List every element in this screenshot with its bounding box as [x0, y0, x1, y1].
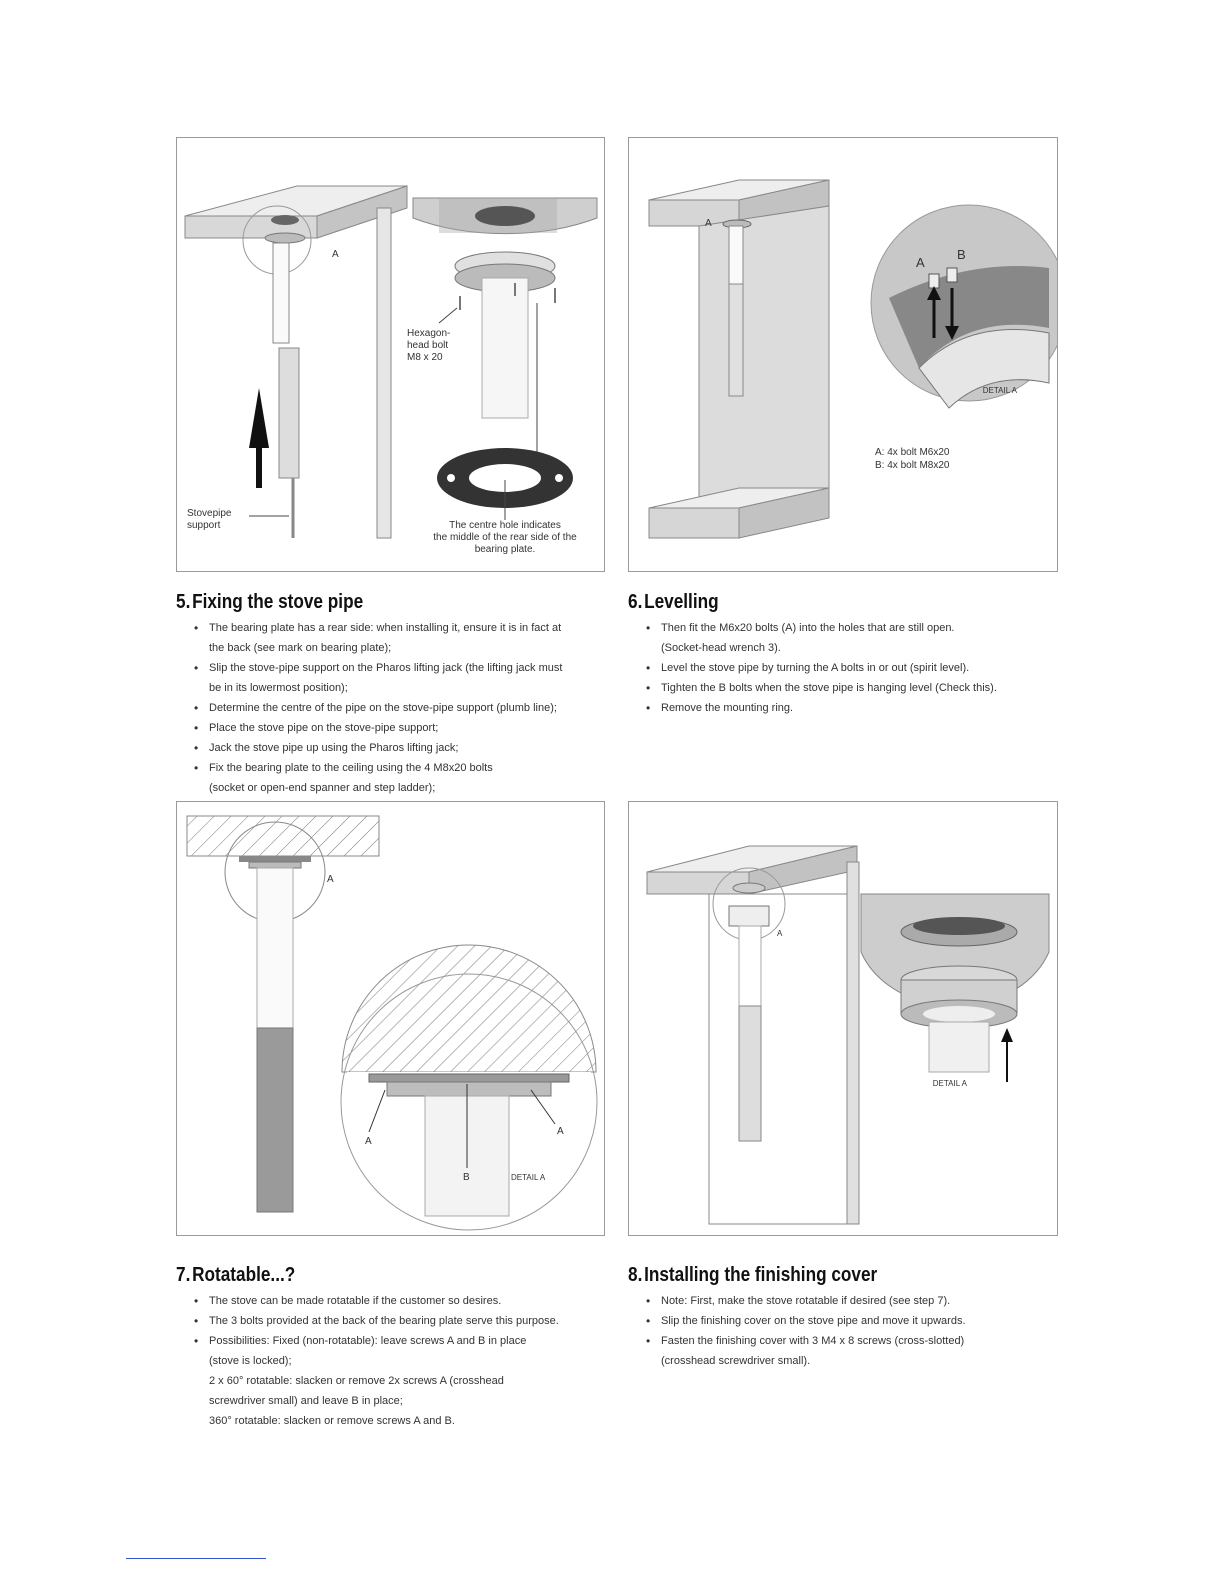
list-item [209, 1331, 606, 1431]
section-title [628, 590, 998, 614]
label-detail-a: DETAIL A [511, 1173, 546, 1182]
item-line: the back (see mark on bearing plate); [209, 642, 392, 654]
item-line: Slip the finishing cover on the stove pipe and move it upwards. [661, 1315, 966, 1327]
levelling-illustration [629, 138, 1057, 571]
label-hexagon-line2: head bolt [407, 340, 449, 351]
list-item [661, 618, 1058, 658]
list-item [209, 1291, 606, 1311]
finishing-cover-illustration [629, 802, 1057, 1235]
label-small-a: A [705, 218, 712, 229]
section-title [176, 590, 546, 614]
list-item [661, 1331, 1058, 1371]
item-line: (Socket-head wrench 3). [661, 642, 781, 654]
label-hexagon-line1: Hexagon- [407, 328, 451, 339]
illustration-panel-fixing [176, 137, 605, 572]
section-title-text: Levelling [644, 591, 719, 613]
section-number: 5. [176, 591, 191, 613]
list-item [661, 698, 1058, 718]
section-title [628, 1263, 998, 1287]
footer-divider [126, 1558, 266, 1559]
item-line: Remove the mounting ring. [661, 702, 794, 714]
item-line: Fix the bearing plate to the ceiling using the 4 M8x20 bolts [209, 762, 493, 774]
label-a-left: A [365, 1136, 372, 1147]
list-item [209, 658, 606, 698]
list-item [661, 678, 1058, 698]
label-stovepipe-line2: support [187, 520, 221, 531]
list-item [209, 618, 606, 658]
section-number: 8. [628, 1264, 643, 1286]
item-line: The 3 bolts provided at the back of the bearing plate serve this purpose. [209, 1315, 559, 1327]
section-title-text: Rotatable...? [192, 1264, 296, 1286]
step-list [176, 618, 606, 798]
list-item [661, 658, 1058, 678]
item-line: The stove can be made rotatable if the customer so desires. [209, 1295, 502, 1307]
item-line: Slip the stove-pipe support on the Pharos lifting jack (the lifting jack must [209, 662, 563, 674]
list-item [209, 758, 606, 798]
section-finishing-cover [628, 1263, 1058, 1371]
item-line: Level the stove pipe by turning the A bolts in or out (spirit level). [661, 662, 970, 674]
item-line: Determine the centre of the pipe on the stove-pipe support (plumb line); [209, 702, 557, 714]
item-line: Then fit the M6x20 bolts (A) into the holes that are still open. [661, 622, 955, 634]
section-number: 6. [628, 591, 643, 613]
item-line: 2 x 60° rotatable: slacken or remove 2x screws A (crosshead [209, 1375, 504, 1387]
item-line: The bearing plate has a rear side: when installing it, ensure it is in fact at [209, 622, 562, 634]
section-fixing-stove-pipe [176, 590, 606, 798]
step-list [628, 1291, 1058, 1371]
label-stovepipe-line1: Stovepipe [187, 508, 232, 519]
section-rotatable [176, 1263, 606, 1431]
item-line: screwdriver small) and leave B in place; [209, 1395, 403, 1407]
item-line: (socket or open-end spanner and step ladder); [209, 782, 436, 794]
illustration-panel-levelling [628, 137, 1058, 572]
section-title-text: Installing the finishing cover [644, 1264, 878, 1286]
label-a: A [332, 249, 339, 260]
label-centre-line1: The centre hole indicates [449, 520, 561, 531]
list-item [209, 1311, 606, 1331]
item-line: Possibilities: Fixed (non-rotatable): leave screws A and B in place [209, 1335, 527, 1347]
label-b: B [463, 1172, 470, 1183]
item-line: (crosshead screwdriver small). [661, 1355, 811, 1367]
item-line: be in its lowermost position); [209, 682, 348, 694]
illustration-panel-rotatable [176, 801, 605, 1236]
label-centre-line2: the middle of the rear side of the [433, 532, 577, 543]
illustration-panel-finishing-cover [628, 801, 1058, 1236]
label-hexagon-line3: M8 x 20 [407, 352, 443, 363]
label-a: A [777, 929, 783, 938]
item-line: Jack the stove pipe up using the Pharos lifting jack; [209, 742, 459, 754]
step-list [176, 1291, 606, 1431]
fixing-illustration [177, 138, 604, 571]
label-a: A [916, 255, 925, 270]
label-a-top: A [327, 874, 334, 885]
legend-a: A: 4x bolt M6x20 [875, 447, 950, 458]
list-item [661, 1291, 1058, 1311]
list-item [209, 738, 606, 758]
section-number: 7. [176, 1264, 191, 1286]
label-detail-a: DETAIL A [982, 386, 1017, 395]
section-levelling [628, 590, 1058, 718]
section-title [176, 1263, 546, 1287]
item-line: Fasten the finishing cover with 3 M4 x 8 screws (cross-slotted) [661, 1335, 965, 1347]
item-line: Place the stove pipe on the stove-pipe support; [209, 722, 439, 734]
item-line: Tighten the B bolts when the stove pipe is hanging level (Check this). [661, 682, 997, 694]
legend-b: B: 4x bolt M8x20 [875, 460, 950, 471]
section-title-text: Fixing the stove pipe [192, 591, 364, 613]
list-item [661, 1311, 1058, 1331]
label-centre-line3: bearing plate. [474, 544, 536, 555]
list-item [209, 718, 606, 738]
item-line: (stove is locked); [209, 1355, 292, 1367]
label-detail-a: DETAIL A [932, 1079, 967, 1088]
rotatable-illustration [177, 802, 604, 1235]
label-a-right: A [557, 1126, 564, 1137]
label-b: B [957, 247, 966, 262]
item-line: 360° rotatable: slacken or remove screws A and B. [209, 1415, 455, 1427]
step-list [628, 618, 1058, 718]
list-item [209, 698, 606, 718]
item-line: Note: First, make the stove rotatable if desired (see step 7). [661, 1295, 951, 1307]
